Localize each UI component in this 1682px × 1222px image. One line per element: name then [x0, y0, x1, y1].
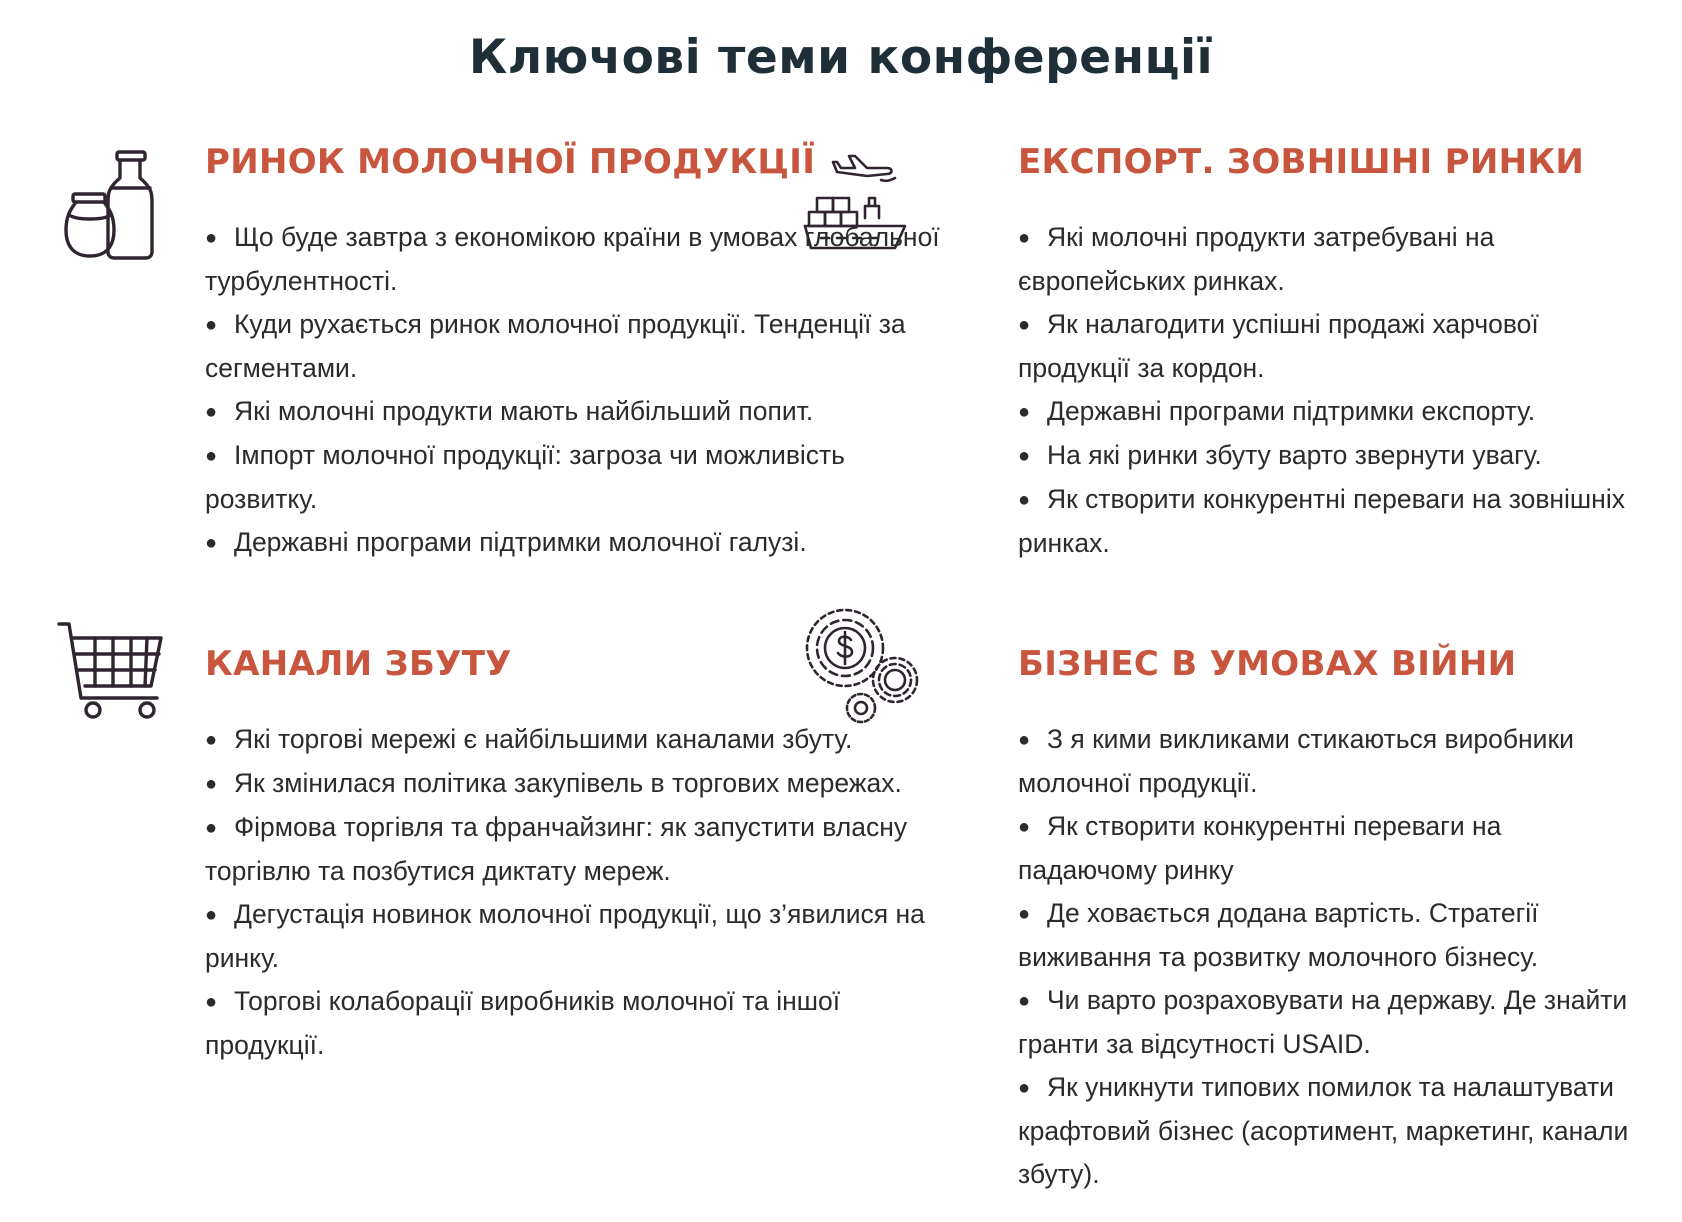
bullet-icon: ● [1018, 314, 1031, 336]
bullet-icon: ● [205, 227, 218, 249]
list-item: ● Що буде завтра з економікою країни в умовах глобальної турбулентності. [205, 216, 945, 303]
topic-heading: БІЗНЕС В УМОВАХ ВІЙНИ [1018, 644, 1517, 684]
list-item: ● На які ринки збуту варто звернути увагу. [1018, 434, 1638, 478]
bullet-icon: ● [1018, 990, 1031, 1012]
topic-list [205, 718, 945, 1067]
bullet-icon: ● [205, 991, 218, 1013]
page-title: Ключові теми конференції [468, 30, 1214, 85]
list-item: ● Як створити конкурентні переваги на зовнішніх ринках. [1018, 478, 1638, 565]
bullet-icon: ● [1018, 816, 1031, 838]
bullet-icon: ● [1018, 227, 1031, 249]
list-item: ● Як змінилася політика закупівель в торгових мережах. [205, 762, 945, 806]
list-item: ● Державні програми підтримки експорту. [1018, 390, 1638, 434]
list-item: ● Державні програми підтримки молочної галузі. [205, 521, 945, 565]
bullet-icon: ● [1018, 903, 1031, 925]
bullet-icon: ● [1018, 1077, 1031, 1099]
topic-list [1018, 216, 1638, 565]
topic-heading: КАНАЛИ ЗБУТУ [205, 644, 512, 684]
topic-list [1018, 718, 1638, 1196]
list-item: ● Куди рухається ринок молочної продукції. Тенденції за сегментами. [205, 303, 945, 390]
topic-heading: РИНОК МОЛОЧНОЇ ПРОДУКЦІЇ [205, 142, 816, 182]
shopping-cart-icon [55, 604, 185, 734]
list-item: ● Де ховається додана вартість. Стратегії виживання та розвитку молочного бізнесу. [1018, 892, 1638, 979]
list-item: ● Торгові колаборації виробників молочної та іншої продукції. [205, 980, 945, 1067]
bullet-icon: ● [205, 532, 218, 554]
list-item: ● Які молочні продукти мають найбільший попит. [205, 390, 945, 434]
bullet-icon: ● [205, 817, 218, 839]
list-item: ● Які молочні продукти затребувані на європейських ринках. [1018, 216, 1638, 303]
dollar-gears-icon [795, 604, 925, 734]
bullet-icon: ● [205, 729, 218, 751]
topic-list [205, 216, 945, 565]
bullet-icon: ● [205, 904, 218, 926]
list-item: ● Фірмова торгівля та франчайзинг: як запустити власну торгівлю та позбутися диктату мереж. [205, 806, 945, 893]
list-item: ● Чи варто розраховувати на державу. Де знайти гранти за відсутності USAID. [1018, 979, 1638, 1066]
topic-heading: ЕКСПОРТ. ЗОВНІШНІ РИНКИ [1018, 142, 1585, 182]
list-item: ● Як уникнути типових помилок та налаштувати крафтовий бізнес (асортимент, маркетинг, канали збуту). [1018, 1066, 1638, 1196]
list-item: ● Як створити конкурентні переваги на падаючому ринку [1018, 805, 1638, 892]
list-item: ● Як налагодити успішні продажі харчової продукції за кордон. [1018, 303, 1638, 390]
list-item: ● Імпорт молочної продукції: загроза чи можливість розвитку. [205, 434, 945, 521]
bullet-icon: ● [1018, 445, 1031, 467]
bullet-icon: ● [1018, 729, 1031, 751]
bullet-icon: ● [1018, 401, 1031, 423]
bullet-icon: ● [205, 773, 218, 795]
bullet-icon: ● [205, 445, 218, 467]
list-item: ● З я кими викликами стикаються виробники молочної продукції. [1018, 718, 1638, 805]
list-item: ● Які торгові мережі є найбільшими каналами збуту. [205, 718, 945, 762]
milk-bottles-icon [55, 140, 185, 270]
bullet-icon: ● [205, 401, 218, 423]
bullet-icon: ● [205, 314, 218, 336]
bullet-icon: ● [1018, 489, 1031, 511]
list-item: ● Дегустація новинок молочної продукції, що з’явилися на ринку. [205, 893, 945, 980]
